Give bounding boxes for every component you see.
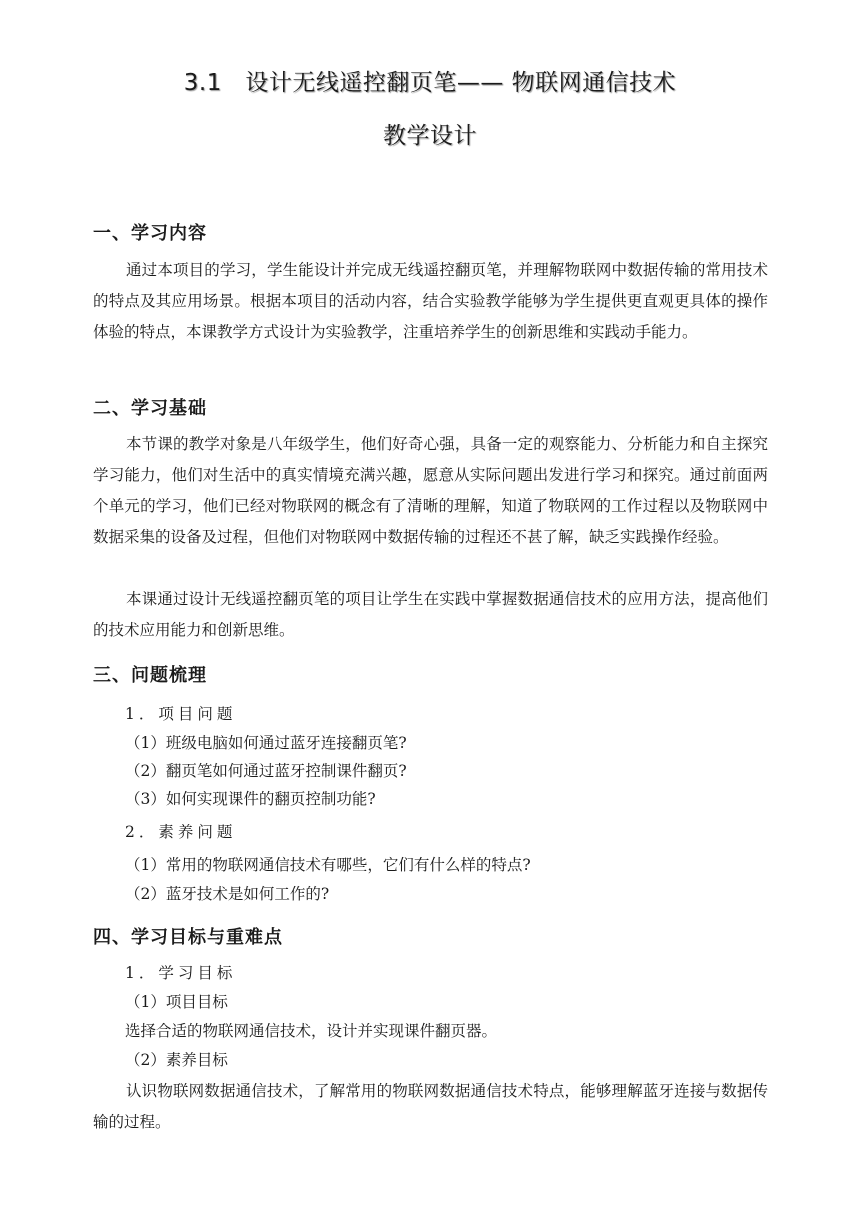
- question-item-1: （1）班级电脑如何通过蓝牙连接翻页笔?: [125, 734, 407, 752]
- subheading-project-questions: 1．项目问题: [125, 705, 237, 723]
- section-heading-problem-sorting: 三、问题梳理: [93, 665, 207, 686]
- paragraph-learning-basis-2: 本课通过设计无线遥控翻页笔的项目让学生在实践中掌握数据通信技术的应用方法，提高他们的技术应用能力和创新思维。: [93, 590, 768, 639]
- paragraph-learning-basis-1: 本节课的教学对象是八年级学生，他们好奇心强，具备一定的观察能力、分析能力和自主探究学习能力，他们对生活中的真实情境充满兴趣，愿意从实际问题出发进行学习和探究。通过前面两个单元的学习，他们已经对物联网的概念有了清晰的理解，知道了物联网的工作过程以及物联网中数据采集的设备及过程，但他们对物联网中数据传输的过程还不甚了解，缺乏实践操作经验。: [93, 435, 768, 546]
- goal-label-literacy: （2）素养目标: [125, 1051, 228, 1069]
- section-heading-learning-basis: 二、学习基础: [93, 398, 207, 419]
- subheading-literacy-questions: 2．素养问题: [125, 823, 237, 841]
- document-title: 3.1 设计无线遥控翻页笔—— 物联网通信技术: [183, 70, 677, 96]
- question-item-4: （1）常用的物联网通信技术有哪些，它们有什么样的特点?: [125, 856, 531, 874]
- goal-label-project: （1）项目目标: [125, 993, 228, 1011]
- question-item-5: （2）蓝牙技术是如何工作的?: [125, 885, 330, 903]
- question-item-3: （3）如何实现课件的翻页控制功能?: [125, 790, 376, 808]
- paragraph-learning-content: 通过本项目的学习，学生能设计并完成无线遥控翻页笔，并理解物联网中数据传输的常用技术的特点及其应用场景。根据本项目的活动内容，结合实验教学能够为学生提供更直观更具体的操作体验的特点，本课教学方式设计为实验教学，注重培养学生的创新思维和实践动手能力。: [93, 261, 768, 341]
- section-heading-learning-goals: 四、学习目标与重难点: [93, 927, 283, 948]
- goal-text-literacy: 认识物联网数据通信技术，了解常用的物联网数据通信技术特点，能够理解蓝牙连接与数据传输的过程。: [93, 1082, 768, 1131]
- section-heading-learning-content: 一、学习内容: [93, 223, 207, 244]
- question-item-2: （2）翻页笔如何通过蓝牙控制课件翻页?: [125, 762, 407, 780]
- subheading-learning-goals: 1．学习目标: [125, 964, 237, 982]
- document-subtitle: 教学设计: [383, 123, 477, 149]
- goal-text-project: 选择合适的物联网通信技术，设计并实现课件翻页器。: [125, 1022, 498, 1040]
